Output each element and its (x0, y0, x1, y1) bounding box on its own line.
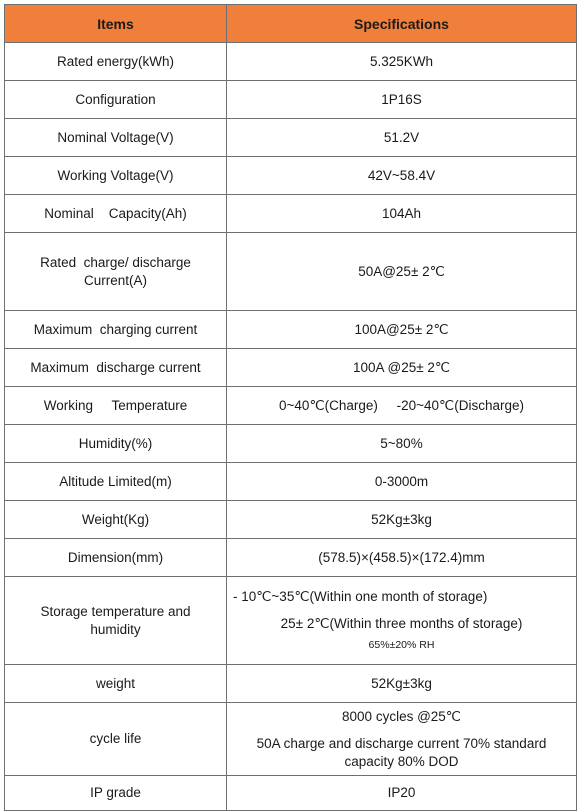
row-item: Humidity(%) (5, 425, 227, 463)
cycle-line-1: 8000 cycles @25℃ (342, 708, 461, 724)
row-item: Nominal Capacity(Ah) (5, 195, 227, 233)
row-item: cycle life (5, 703, 227, 776)
row-spec: 42V~58.4V (227, 157, 577, 195)
table-row (5, 577, 577, 665)
row-item: Nominal Voltage(V) (5, 119, 227, 157)
table-row (5, 463, 577, 501)
row-spec: 5~80% (227, 425, 577, 463)
storage-line-1: - 10℃~35℃(Within one month of storage) (233, 589, 488, 604)
table-row (5, 43, 577, 81)
row-spec: 51.2V (227, 119, 577, 157)
table-row (5, 539, 577, 577)
row-spec (227, 703, 577, 776)
table-row (5, 501, 577, 539)
row-spec (227, 577, 577, 665)
row-spec: 100A @25± 2℃ (227, 349, 577, 387)
row-spec: 5.325KWh (227, 43, 577, 81)
row-item: Weight(Kg) (5, 501, 227, 539)
row-item: Maximum charging current (5, 311, 227, 349)
items-header: Items (5, 5, 227, 43)
row-item: IP grade (5, 776, 227, 811)
table-row (5, 387, 577, 425)
row-item: Altitude Limited(m) (5, 463, 227, 501)
row-spec: 104Ah (227, 195, 577, 233)
specifications-table (4, 4, 577, 811)
row-spec: 52Kg±3kg (227, 501, 577, 539)
specifications-header: Specifications (227, 5, 577, 43)
row-item: Configuration (5, 81, 227, 119)
row-item: Working Temperature (5, 387, 227, 425)
table-row (5, 665, 577, 703)
row-spec: 1P16S (227, 81, 577, 119)
row-item-label: Storage temperature and humidity (40, 603, 191, 637)
row-item-label: Rated charge/ discharge Current(A) (40, 254, 195, 288)
row-spec: 0~40℃(Charge) -20~40℃(Discharge) (227, 387, 577, 425)
table-row (5, 311, 577, 349)
row-item: Dimension(mm) (5, 539, 227, 577)
table-row (5, 425, 577, 463)
row-item: Rated energy(kWh) (5, 43, 227, 81)
table-header-row (5, 5, 577, 43)
row-item: weight (5, 665, 227, 703)
cycle-line-2: 50A charge and discharge current 70% standard capacity 80% DOD (256, 735, 547, 769)
table-row (5, 195, 577, 233)
table-row (5, 703, 577, 776)
row-item (5, 233, 227, 311)
row-spec: 50A@25± 2℃ (227, 233, 577, 311)
row-spec: 0-3000m (227, 463, 577, 501)
row-spec: IP20 (227, 776, 577, 811)
row-item: Maximum discharge current (5, 349, 227, 387)
table-row (5, 349, 577, 387)
row-spec: (578.5)×(458.5)×(172.4)mm (227, 539, 577, 577)
row-item: Working Voltage(V) (5, 157, 227, 195)
storage-line-3: 65%±20% RH (368, 639, 435, 651)
row-spec: 100A@25± 2℃ (227, 311, 577, 349)
storage-line-2: 25± 2℃(Within three months of storage) (280, 616, 523, 631)
table-row (5, 233, 577, 311)
row-item (5, 577, 227, 665)
table-row (5, 157, 577, 195)
table-row (5, 81, 577, 119)
table-row (5, 119, 577, 157)
table-row (5, 776, 577, 811)
row-spec: 52Kg±3kg (227, 665, 577, 703)
